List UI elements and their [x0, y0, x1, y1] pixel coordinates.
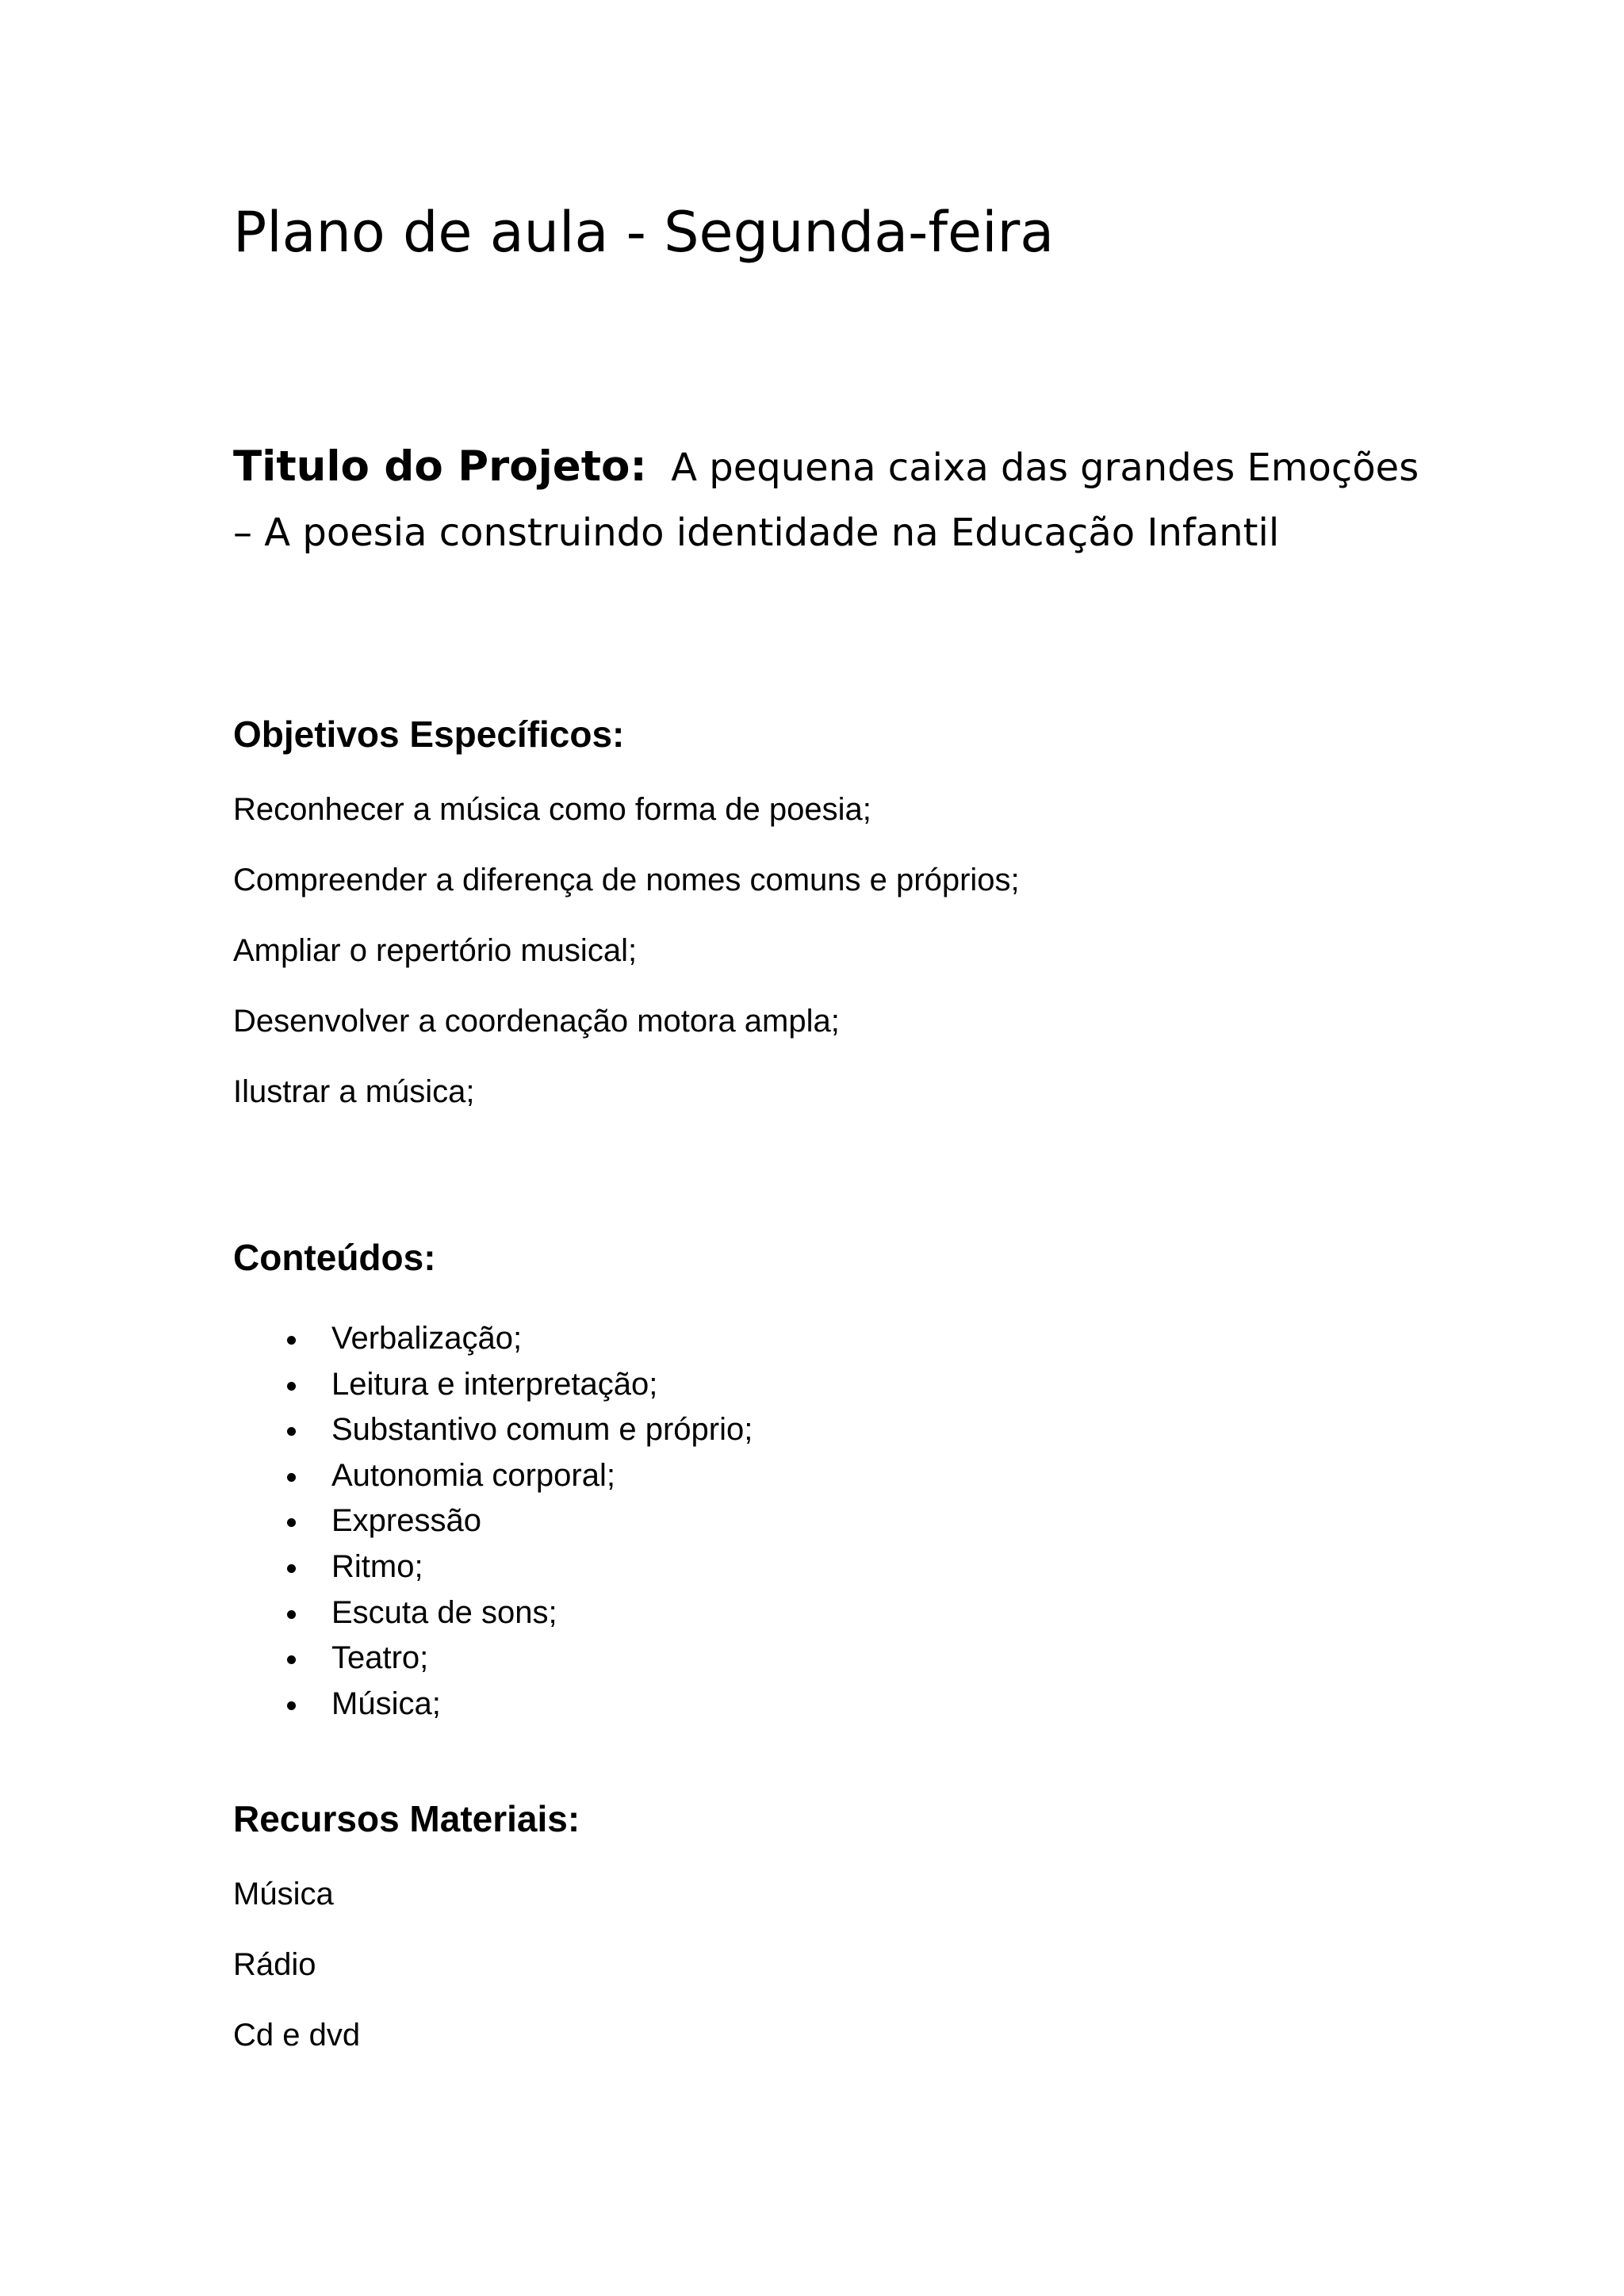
content-item-label: Escuta de sons; — [331, 1594, 557, 1630]
bullet-icon — [287, 1382, 296, 1391]
content-item-label: Autonomia corporal; — [331, 1457, 615, 1493]
content-item — [233, 1636, 753, 1682]
content-item-label: Teatro; — [331, 1640, 429, 1676]
bullet-icon — [287, 1473, 296, 1482]
page-title: Plano de aula - Segunda-feira — [233, 200, 1055, 265]
objective-item: Compreender a diferença de nomes comuns e próprios; — [233, 863, 1020, 897]
content-item-label: Ritmo; — [331, 1548, 423, 1584]
resources-list — [233, 1874, 360, 2086]
bullet-icon — [287, 1427, 296, 1436]
objectives-list — [233, 790, 1020, 1142]
content-item — [233, 1407, 753, 1453]
content-item — [233, 1453, 753, 1499]
content-item-label: Substantivo comum e próprio; — [331, 1412, 753, 1448]
bullet-icon — [287, 1610, 296, 1619]
content-item — [233, 1682, 753, 1728]
resource-item: Música — [233, 1877, 334, 1911]
content-item — [233, 1498, 753, 1544]
bullet-icon — [287, 1518, 296, 1527]
content-item — [233, 1316, 753, 1362]
resource-item: Cd e dvd — [233, 2018, 361, 2053]
objectives-heading: Objetivos Específicos: — [233, 714, 625, 755]
bullet-icon — [287, 1564, 296, 1573]
objective-item: Ampliar o repertório musical; — [233, 933, 638, 968]
content-item — [233, 1590, 753, 1636]
project-label: Titulo do Projeto: — [233, 442, 647, 491]
resources-heading: Recursos Materiais: — [233, 1798, 580, 1839]
objective-item: Desenvolver a coordenação motora ampla; — [233, 1004, 840, 1039]
content-item-label: Verbalização; — [331, 1321, 523, 1356]
contents-list — [233, 1316, 753, 1727]
bullet-icon — [287, 1655, 296, 1664]
resource-item: Rádio — [233, 1947, 316, 1982]
content-item — [233, 1362, 753, 1408]
content-item-label: Música; — [331, 1686, 441, 1721]
objective-item: Reconhecer a música como forma de poesia; — [233, 792, 871, 827]
bullet-icon — [287, 1701, 296, 1710]
objective-item: Ilustrar a música; — [233, 1074, 475, 1109]
contents-heading: Conteúdos: — [233, 1237, 436, 1278]
content-item-label: Expressão — [331, 1503, 481, 1539]
content-item — [233, 1544, 753, 1590]
bullet-icon — [287, 1336, 296, 1345]
content-item-label: Leitura e interpretação; — [331, 1366, 658, 1402]
project-name: A pequena caixa das grandes Emoções – A poesia construindo identidade na Educação Infantil — [233, 446, 1419, 555]
project-title — [233, 434, 1438, 565]
